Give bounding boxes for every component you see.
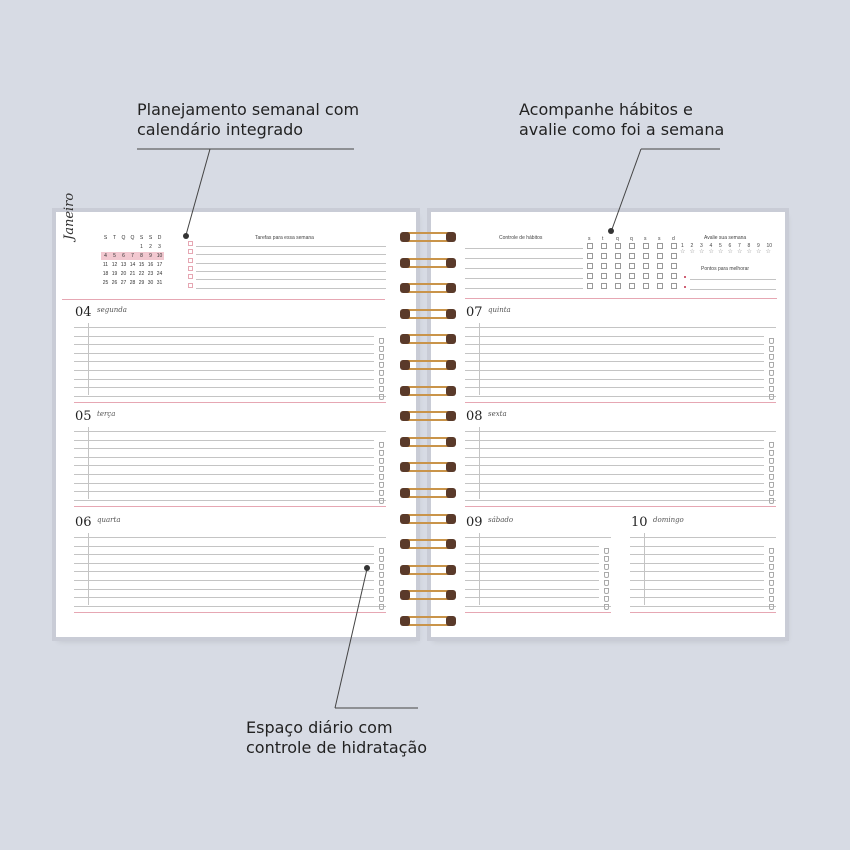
calendar-weekday: S <box>148 235 153 241</box>
day-number: 04 <box>75 305 92 320</box>
calendar-day: 2 <box>149 244 152 250</box>
rate-star-icon: ☆ <box>699 249 705 255</box>
rate-number: 8 <box>747 243 751 249</box>
rate-number: 5 <box>719 243 722 249</box>
rate-star-icon: ☆ <box>746 249 752 255</box>
calendar-weekday: T <box>112 235 117 241</box>
calendar-day: 27 <box>120 280 127 286</box>
callout-weekly-line-1: Planejamento semanal com <box>137 100 360 119</box>
calendar-day: 3 <box>158 244 161 250</box>
calendar-weekday: D <box>157 235 162 241</box>
calendar-day: 16 <box>147 262 154 268</box>
rate-number: 10 <box>766 243 773 249</box>
rate-number: 9 <box>757 243 760 249</box>
calendar-day: 28 <box>129 280 136 286</box>
callout-daily-line-2: controle de hidratação <box>246 738 428 757</box>
rate-star-icon: ☆ <box>718 249 724 255</box>
day-number: 10 <box>631 515 648 530</box>
calendar-day: 20 <box>120 271 127 277</box>
rate-number: 6 <box>728 243 732 249</box>
rate-number: 1 <box>681 243 684 249</box>
callout-daily-line-1: Espaço diário com <box>246 718 393 737</box>
calendar-day: 4 <box>101 252 110 260</box>
calendar-day: 25 <box>102 280 109 286</box>
calendar-day: 18 <box>102 271 109 277</box>
day-name: sexta <box>488 410 507 418</box>
rate-number: 3 <box>700 243 703 249</box>
day-number: 06 <box>75 515 92 530</box>
day-number: 09 <box>466 515 483 530</box>
callout-weekly-line-2: calendário integrado <box>137 120 304 139</box>
day-name: quinta <box>488 306 511 314</box>
callout-habits-line-1: Acompanhe hábitos e <box>519 100 693 119</box>
calendar-day: 26 <box>111 280 118 286</box>
rate-number: 4 <box>709 243 713 249</box>
month-label: Janeiro <box>62 192 77 240</box>
habit-weekday: s <box>658 236 661 242</box>
calendar-day: 29 <box>138 280 145 286</box>
calendar-day: 17 <box>156 262 163 268</box>
day-name: segunda <box>97 306 127 314</box>
calendar-day: 21 <box>129 271 136 277</box>
day-name: quarta <box>97 516 121 524</box>
calendar-day: 9 <box>146 252 155 260</box>
callout-dot-habits <box>608 228 614 234</box>
calendar-day: 15 <box>138 262 145 268</box>
calendar-day: 7 <box>128 252 137 260</box>
rate-number: 7 <box>738 243 741 249</box>
calendar-day: 5 <box>110 252 119 260</box>
rate-star-icon: ☆ <box>708 249 714 255</box>
calendar-day: 1 <box>140 244 143 250</box>
habits-title: Controle de hábitos <box>499 235 543 241</box>
habit-weekday: q <box>630 236 633 242</box>
calendar-weekday: Q <box>121 235 126 241</box>
calendar-day: 12 <box>111 262 118 268</box>
habit-weekday: d <box>672 236 675 242</box>
habit-weekday: s <box>588 236 591 242</box>
habit-weekday: t <box>602 236 604 242</box>
rate-week-title: Avalie sua semana <box>704 235 747 241</box>
calendar-day: 22 <box>138 271 145 277</box>
calendar-weekday: S <box>103 235 108 241</box>
calendar-weekday: Q <box>130 235 135 241</box>
calendar-day: 19 <box>111 271 118 277</box>
tasks-title: Tarefas para essa semana <box>255 235 314 241</box>
calendar-day: 23 <box>147 271 154 277</box>
calendar-day: 11 <box>102 262 109 268</box>
day-name: sábado <box>488 516 514 524</box>
day-number: 08 <box>466 409 483 424</box>
callout-dot-weekly <box>183 233 189 239</box>
rate-number: 2 <box>690 243 694 249</box>
day-number: 07 <box>466 305 483 320</box>
calendar-day: 14 <box>129 262 136 268</box>
calendar-day: 6 <box>119 252 128 260</box>
callout-dot-daily <box>364 565 370 571</box>
calendar-day: 13 <box>120 262 127 268</box>
day-name: domingo <box>653 516 684 524</box>
habit-weekday: s <box>644 236 647 242</box>
improve-title: Pontos para melhorar <box>701 266 750 272</box>
day-name: terça <box>97 410 116 418</box>
calendar-day: 31 <box>156 280 163 286</box>
rate-star-icon: ☆ <box>765 249 771 255</box>
day-number: 05 <box>75 409 92 424</box>
rate-star-icon: ☆ <box>689 249 695 255</box>
rate-star-icon: ☆ <box>756 249 762 255</box>
calendar-day: 30 <box>147 280 154 286</box>
calendar-day: 10 <box>156 253 163 259</box>
rate-star-icon: ☆ <box>737 249 743 255</box>
calendar-day: 24 <box>156 271 163 277</box>
rate-star-icon: ☆ <box>680 249 686 255</box>
calendar-day: 8 <box>137 252 146 260</box>
rate-star-icon: ☆ <box>727 249 733 255</box>
calendar-weekday: S <box>139 235 144 241</box>
habit-weekday: q <box>616 236 619 242</box>
callout-habits-line-2: avalie como foi a semana <box>519 120 725 139</box>
